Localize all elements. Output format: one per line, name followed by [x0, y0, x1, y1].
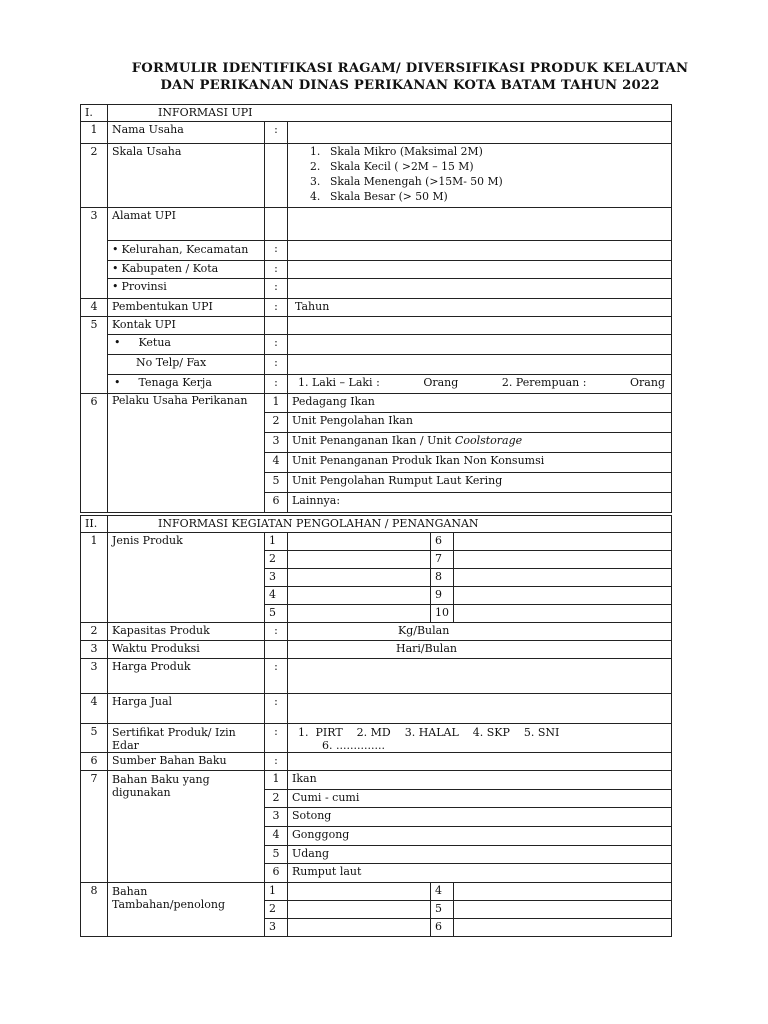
bahan-tambahan-number: 4 — [431, 883, 454, 901]
field-label-sumber: Sumber Bahan Baku — [108, 753, 265, 771]
harga-jual-input[interactable] — [288, 694, 672, 724]
form-title-line-1: FORMULIR IDENTIFIKASI RAGAM/ DIVERSIFIKASI PRODUK KELAUTAN — [131, 61, 689, 76]
jenis-produk-input[interactable] — [288, 533, 431, 551]
sub-label-telp: No Telp/ Fax — [108, 355, 265, 375]
nama-usaha-input[interactable] — [288, 122, 672, 144]
jenis-produk-input[interactable] — [288, 605, 431, 623]
row-number: 3 — [81, 659, 108, 694]
colon: : — [265, 724, 288, 753]
pelaku-option-number: 2 — [265, 413, 288, 433]
jenis-produk-number: 8 — [431, 569, 454, 587]
row-number: 4 — [81, 694, 108, 724]
pelaku-option-number: 4 — [265, 453, 288, 473]
field-label-pelaku: Pelaku Usaha Perikanan — [108, 394, 265, 513]
bahan-tambahan-number: 5 — [431, 901, 454, 919]
bahan-tambahan-input[interactable] — [454, 883, 672, 901]
jenis-produk-input[interactable] — [454, 587, 672, 605]
bahan-baku-number: 5 — [265, 846, 288, 864]
bahan-tambahan-input[interactable] — [288, 919, 431, 937]
field-label-kapasitas: Kapasitas Produk — [108, 623, 265, 641]
jenis-produk-number: 5 — [265, 605, 288, 623]
pelaku-option-number: 1 — [265, 394, 288, 413]
field-label-nama-usaha: Nama Usaha — [108, 122, 265, 144]
colon: : — [265, 279, 288, 299]
section-2-title: INFORMASI KEGIATAN PENGOLAHAN / PENANGANAN — [108, 516, 672, 533]
colon: : — [265, 355, 288, 375]
kelurahan-input[interactable] — [288, 241, 672, 261]
row-number: 2 — [81, 144, 108, 208]
field-label-bahan-baku: Bahan Baku yang digunakan — [108, 771, 265, 883]
bahan-baku-option[interactable]: Cumi - cumi — [288, 790, 672, 808]
jenis-produk-number: 9 — [431, 587, 454, 605]
colon: : — [265, 694, 288, 724]
pelaku-option-number: 5 — [265, 473, 288, 493]
pelaku-option[interactable]: Unit Pengolahan Rumput Laut Kering — [288, 473, 672, 493]
bahan-tambahan-input[interactable] — [454, 919, 672, 937]
kabupaten-input[interactable] — [288, 261, 672, 279]
pelaku-option-number: 3 — [265, 433, 288, 453]
sub-label-kabupaten: • Kabupaten / Kota — [108, 261, 265, 279]
kapasitas-input[interactable]: Kg/Bulan — [288, 623, 672, 641]
jenis-produk-input[interactable] — [454, 605, 672, 623]
bahan-baku-number: 6 — [265, 864, 288, 883]
bahan-baku-number: 1 — [265, 771, 288, 790]
pembentukan-input[interactable]: Tahun — [288, 299, 672, 317]
skala-usaha-options — [288, 144, 672, 208]
row-number: 7 — [81, 771, 108, 883]
jenis-produk-number: 3 — [265, 569, 288, 587]
row-number: 3 — [81, 641, 108, 659]
jenis-produk-number: 6 — [431, 533, 454, 551]
field-label-jenis-produk: Jenis Produk — [108, 533, 265, 623]
jenis-produk-input[interactable] — [288, 569, 431, 587]
skala-option[interactable]: 2. Skala Kecil ( >2M – 15 M) — [310, 160, 474, 173]
row-number: 2 — [81, 623, 108, 641]
field-label-harga-produk: Harga Produk — [108, 659, 265, 694]
field-label-sertifikat: Sertifikat Produk/ Izin Edar — [108, 724, 265, 753]
jenis-produk-input[interactable] — [454, 551, 672, 569]
bahan-baku-option[interactable]: Rumput laut — [288, 864, 672, 883]
section-1-table — [80, 104, 672, 513]
row-number: 5 — [81, 724, 108, 753]
colon: : — [265, 299, 288, 317]
bahan-baku-option[interactable]: Udang — [288, 846, 672, 864]
bahan-baku-number: 4 — [265, 827, 288, 846]
field-label-bahan-tambahan: Bahan Tambahan/penolong — [108, 883, 265, 937]
field-label-kontak: Kontak UPI — [108, 317, 265, 335]
colon: : — [265, 241, 288, 261]
row-number: 4 — [81, 299, 108, 317]
section-2-number: II. — [81, 516, 108, 533]
tenaga-kerja-input[interactable]: 1. Laki – Laki : Orang 2. Perempuan : Orang — [288, 375, 672, 394]
telp-input[interactable] — [288, 355, 672, 375]
bahan-tambahan-number: 2 — [265, 901, 288, 919]
field-label-skala-usaha: Skala Usaha — [108, 144, 265, 208]
skala-option[interactable]: 3. Skala Menengah (>15M- 50 M) — [310, 175, 503, 188]
jenis-produk-number: 2 — [265, 551, 288, 569]
form-title — [80, 60, 740, 94]
sertifikat-options[interactable]: 1. PIRT 2. MD 3. HALAL 4. SKP 5. SNI 6. .............. — [288, 724, 672, 753]
sub-label-kelurahan: • Kelurahan, Kecamatan — [108, 241, 265, 261]
jenis-produk-number: 4 — [265, 587, 288, 605]
row-number: 6 — [81, 394, 108, 513]
jenis-produk-input[interactable] — [288, 587, 431, 605]
jenis-produk-input[interactable] — [454, 569, 672, 587]
sub-label-tenaga-kerja: • Tenaga Kerja — [108, 375, 265, 394]
section-1-title: INFORMASI UPI — [108, 105, 672, 122]
colon: : — [265, 122, 288, 144]
bahan-baku-number: 3 — [265, 808, 288, 827]
section-1-number: I. — [81, 105, 108, 122]
pelaku-option[interactable]: Unit Penanganan Ikan / Unit Coolstorage — [288, 433, 672, 453]
bahan-tambahan-number: 3 — [265, 919, 288, 937]
row-number: 3 — [81, 208, 108, 299]
bahan-baku-number: 2 — [265, 790, 288, 808]
section-2-table — [80, 515, 672, 937]
pelaku-option[interactable]: Unit Penanganan Produk Ikan Non Konsumsi — [288, 453, 672, 473]
skala-option[interactable]: 4. Skala Besar (> 50 M) — [310, 190, 448, 203]
bahan-baku-option[interactable]: Sotong — [288, 808, 672, 827]
colon: : — [265, 659, 288, 694]
sub-label-provinsi: • Provinsi — [108, 279, 265, 299]
form-title-line-2: DAN PERIKANAN DINAS PERIKANAN KOTA BATAM TAHUN 2022 — [160, 78, 660, 93]
row-number: 8 — [81, 883, 108, 937]
jenis-produk-input[interactable] — [454, 533, 672, 551]
bahan-baku-option[interactable]: Gonggong — [288, 827, 672, 846]
bahan-tambahan-number: 6 — [431, 919, 454, 937]
bahan-baku-option[interactable]: Ikan — [288, 771, 672, 790]
row-number: 5 — [81, 317, 108, 394]
sub-label-ketua: • Ketua — [108, 335, 265, 355]
field-label-pembentukan: Pembentukan UPI — [108, 299, 265, 317]
skala-option[interactable]: 1. Skala Mikro (Maksimal 2M) — [310, 145, 483, 158]
bahan-tambahan-input[interactable] — [454, 901, 672, 919]
colon: : — [265, 375, 288, 394]
field-label-alamat: Alamat UPI — [108, 208, 265, 241]
colon: : — [265, 623, 288, 641]
colon: : — [265, 261, 288, 279]
jenis-produk-number: 7 — [431, 551, 454, 569]
pelaku-option-lainnya[interactable]: Lainnya: — [288, 493, 672, 513]
bahan-tambahan-input[interactable] — [288, 901, 431, 919]
field-label-harga-jual: Harga Jual — [108, 694, 265, 724]
field-label-waktu: Waktu Produksi — [108, 641, 265, 659]
alamat-input[interactable] — [288, 208, 672, 241]
colon: : — [265, 335, 288, 355]
row-number: 1 — [81, 533, 108, 623]
colon: : — [265, 753, 288, 771]
pelaku-option[interactable]: Unit Pengolahan Ikan — [288, 413, 672, 433]
jenis-produk-number: 10 — [431, 605, 454, 623]
sumber-input[interactable] — [288, 753, 672, 771]
harga-produk-input[interactable] — [288, 659, 672, 694]
pelaku-option-number: 6 — [265, 493, 288, 513]
ketua-input[interactable] — [288, 335, 672, 355]
form-sheet — [80, 104, 671, 937]
row-number: 6 — [81, 753, 108, 771]
jenis-produk-number: 1 — [265, 533, 288, 551]
waktu-input[interactable]: Hari/Bulan — [288, 641, 672, 659]
bahan-tambahan-number: 1 — [265, 883, 288, 901]
jenis-produk-input[interactable] — [288, 551, 431, 569]
provinsi-input[interactable] — [288, 279, 672, 299]
pelaku-option[interactable]: Pedagang Ikan — [288, 394, 672, 413]
bahan-tambahan-input[interactable] — [288, 883, 431, 901]
row-number: 1 — [81, 122, 108, 144]
